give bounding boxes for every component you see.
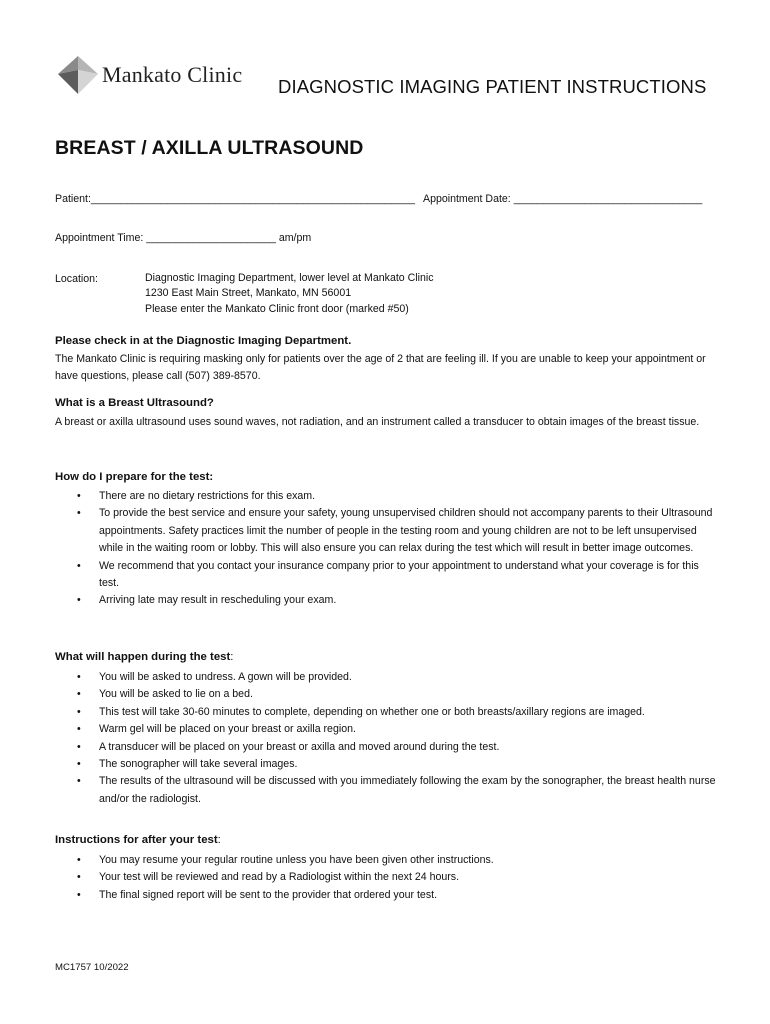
bullet-icon: • [77,888,81,901]
what-is-text: A breast or axilla ultrasound uses sound waves, not radiation, and an instrument called a transducer to obtain images of the breast tissue. [55,416,700,428]
bullet-icon: • [77,507,81,520]
list-item: • Arriving late may result in rescheduling your exam. [55,592,720,609]
bullet-icon: • [77,705,81,718]
location-line: Diagnostic Imaging Department, lower level at Mankato Clinic [145,272,434,284]
clinic-logo-icon [58,56,98,94]
bullet-icon: • [77,559,81,572]
location-line: 1230 East Main Street, Mankato, MN 56001 [145,287,352,300]
during-heading: What will happen during the test: [55,651,234,663]
bullet-icon: • [77,594,81,607]
list-item: • You will be asked to lie on a bed. [55,686,720,703]
list-item: • The results of the ultrasound will be discussed with you immediately following the exam by the sonographer, the breast health nurse and/or the radiologist. [77,775,716,805]
list-item: • To provide the best service and ensure your safety, young unsupervised children should not accompany parents to their Ultrasound appointments. Safety practices limit the number of people in the testing room and young children are not to be left unsupervised while in the waiting room or lobby. This will also ensure you can relax during the test which will result in better image outcomes. [77,507,713,555]
bullet-icon: • [77,854,81,866]
bullet-icon: • [77,740,81,753]
list-item: • The final signed report will be sent to the provider that ordered your test. [55,887,720,904]
what-is-heading: What is a Breast Ultrasound? [55,397,214,409]
bullet-icon: • [77,871,81,884]
prepare-list [55,488,720,610]
bullet-icon: • [77,723,81,736]
list-item: • There are no dietary restrictions for this exam. [55,488,720,505]
exam-title: BREAST / AXILLA ULTRASOUND [55,137,364,159]
bullet-icon: • [77,671,81,683]
prepare-heading: How do I prepare for the test: [55,471,214,483]
list-item: • You may resume your regular routine unless you have been given other instructions. [55,852,720,869]
list-item: • You will be asked to undress. A gown will be provided. [55,669,720,686]
clinic-logo-text: Mankato Clinic [102,62,243,87]
checkin-text: The Mankato Clinic is requiring masking only for patients over the age of 2 that are feeling ill. If you are unable to keep your appointment or have questions, please call (507) 389-8570. [55,353,706,383]
location-line: Please enter the Mankato Clinic front door (marked #50) [145,302,409,315]
list-item: • A transducer will be placed on your breast or axilla and moved around during the test. [55,739,720,756]
location-label: Location: [55,273,98,285]
after-heading: Instructions for after your test: [55,834,221,846]
bullet-icon: • [77,758,81,771]
list-item: • Your test will be reviewed and read by a Radiologist within the next 24 hours. [55,869,720,886]
appointment-time-field: Appointment Time: ______________________ am/pm [55,232,312,244]
patient-field: Patient:_______________________________________________________ [55,193,415,205]
during-list [55,669,720,808]
list-item: • This test will take 30-60 minutes to complete, depending on whether one or both breasts/axillary regions are imaged. [55,704,720,721]
appointment-date-field: Appointment Date: ________________________________ [423,193,703,205]
list-item: • The sonographer will take several images. [55,756,720,773]
list-item: • We recommend that you contact your insurance company prior to your appointment to understand what your coverage is for this test. [77,559,699,590]
bullet-icon: • [77,490,81,502]
checkin-heading: Please check in at the Diagnostic Imaging Department. [55,335,352,347]
document-title: DIAGNOSTIC IMAGING PATIENT INSTRUCTIONS [278,76,707,97]
clinic-logo [58,56,242,94]
bullet-icon: • [77,688,81,701]
form-number: MC1757 10/2022 [55,962,129,973]
after-list [55,852,720,904]
location-address [145,271,434,317]
bullet-icon: • [77,775,81,788]
list-item: • Warm gel will be placed on your breast or axilla region. [55,721,720,738]
